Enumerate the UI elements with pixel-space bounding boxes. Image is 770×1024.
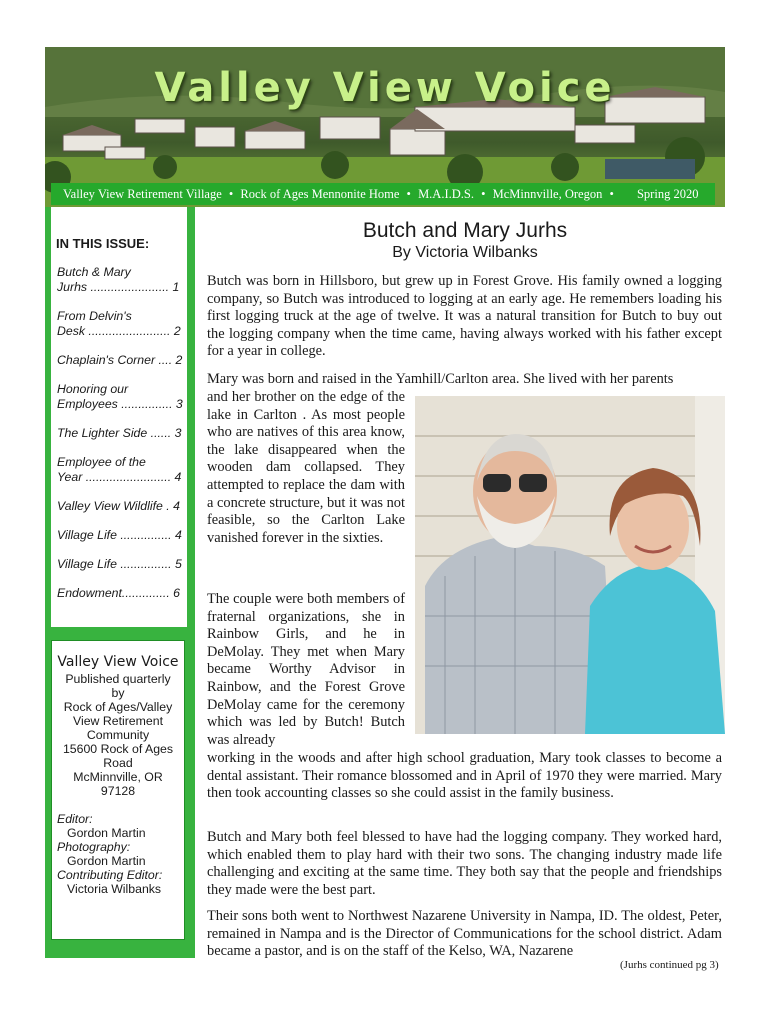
- masthead-title: Valley View Voice: [154, 65, 616, 111]
- bar-separator: •: [609, 187, 614, 201]
- article-paragraph: working in the woods and after high school graduation, Mary took classes to become a dental assistant. Their romance blossomed and in April of 1970 they were married. Mary then took accounting classes so she could assist in the family business.: [207, 750, 722, 802]
- bar-item: McMinnville, Oregon: [492, 187, 603, 201]
- editor-name: Gordon Martin: [67, 826, 146, 840]
- article-paragraph: Butch was born in Hillsboro, but grew up in Forest Grove. His family owned a logging company, so Butch was introduced to logging at an early age. He remembers loading his first logging truck at the age of twelve. It was a natural transition for Butch to buy out the logging company when the time came, having always worked with his father except for a year in college.: [207, 273, 722, 360]
- toc-item[interactable]: Butch & Mary Jurhs ....................... 1: [57, 265, 180, 294]
- toc-item[interactable]: Employee of the Year ......................... 4: [57, 455, 182, 484]
- article-paragraph: The couple were both members of fraternal organizations, she in Rainbow Girls, and he in DeMolay. They met when Mary became Worthy Advisor in Rainbow, and the Forest Grove DeMolay came for the ceremony which was led by Butch! Butch was already: [207, 591, 405, 748]
- continued-note: (Jurhs continued pg 3): [620, 959, 719, 971]
- bar-separator: •: [406, 187, 411, 201]
- article-paragraph: Their sons both went to Northwest Nazarene University in Nampa, ID. The oldest, Peter, remained in Nampa and is the Director of Communications for the school district. Adam became a pastor, and is on the staff of the Kelso, WA, Nazarene: [207, 908, 722, 960]
- couple-portrait-illustration: [415, 396, 725, 734]
- article-paragraph: and her brother on the edge of the lake in Carlton . As most people who are natives of this area know, the lake disappeared when the wooden dam collapsed. They attempted to replace the dam with a concrete structure, but it was not feasible, so the Carlton Lake vanished forever in the sixties.: [207, 389, 405, 546]
- contributing-editor-name: Victoria Wilbanks: [67, 882, 162, 896]
- couple-photo: [415, 396, 725, 734]
- issue-date: Spring 2020: [636, 187, 699, 201]
- bar-separator: •: [481, 187, 486, 201]
- bar-item: Rock of Ages Mennonite Home: [240, 187, 400, 201]
- staff-credits: [57, 812, 185, 896]
- bar-separator: •: [228, 187, 234, 201]
- photographer-name: Gordon Martin: [67, 854, 146, 868]
- photography-label: Photography:: [57, 840, 131, 854]
- toc-item[interactable]: The Lighter Side ...... 3: [57, 426, 182, 440]
- article-title: Butch and Mary Jurhs: [362, 219, 568, 242]
- toc-item[interactable]: Chaplain's Corner .... 2: [57, 353, 183, 367]
- toc-item[interactable]: Valley View Wildlife . 4: [57, 499, 180, 513]
- bar-item: M.A.I.D.S.: [418, 187, 474, 201]
- in-this-issue-heading: IN THIS ISSUE:: [56, 236, 150, 251]
- toc-item[interactable]: Village Life ............... 5: [57, 557, 182, 571]
- article-paragraph: Mary was born and raised in the Yamhill/Carlton area. She lived with her parents: [207, 371, 674, 387]
- toc-item[interactable]: From Delvin's Desk ........................ 2: [57, 309, 181, 338]
- toc-item[interactable]: Village Life ............... 4: [57, 528, 182, 542]
- bar-item: Valley View Retirement Village: [63, 187, 222, 201]
- masthead-info-bar: [51, 183, 715, 205]
- toc-item[interactable]: Endowment.............. 6: [57, 586, 181, 600]
- publication-title: Valley View Voice: [57, 654, 179, 670]
- article-byline: By Victoria Wilbanks: [392, 244, 538, 261]
- table-of-contents: [57, 265, 183, 601]
- toc-item[interactable]: Honoring our Employees ............... 3: [57, 382, 183, 411]
- contributing-editor-label: Contributing Editor:: [57, 868, 163, 882]
- editor-label: Editor:: [57, 812, 93, 826]
- publication-details: Published quarterly by Rock of Ages/Valley View Retirement Community 15600 Rock of Ages Road McMinnville, OR 97128: [62, 672, 174, 798]
- article-paragraph: Butch and Mary both feel blessed to have had the logging company. They worked hard, which enabled them to play hard with their two sons. The changing industry made life challenging and exciting at the same time. They both say that the people and friendships they made were the best part.: [207, 829, 722, 898]
